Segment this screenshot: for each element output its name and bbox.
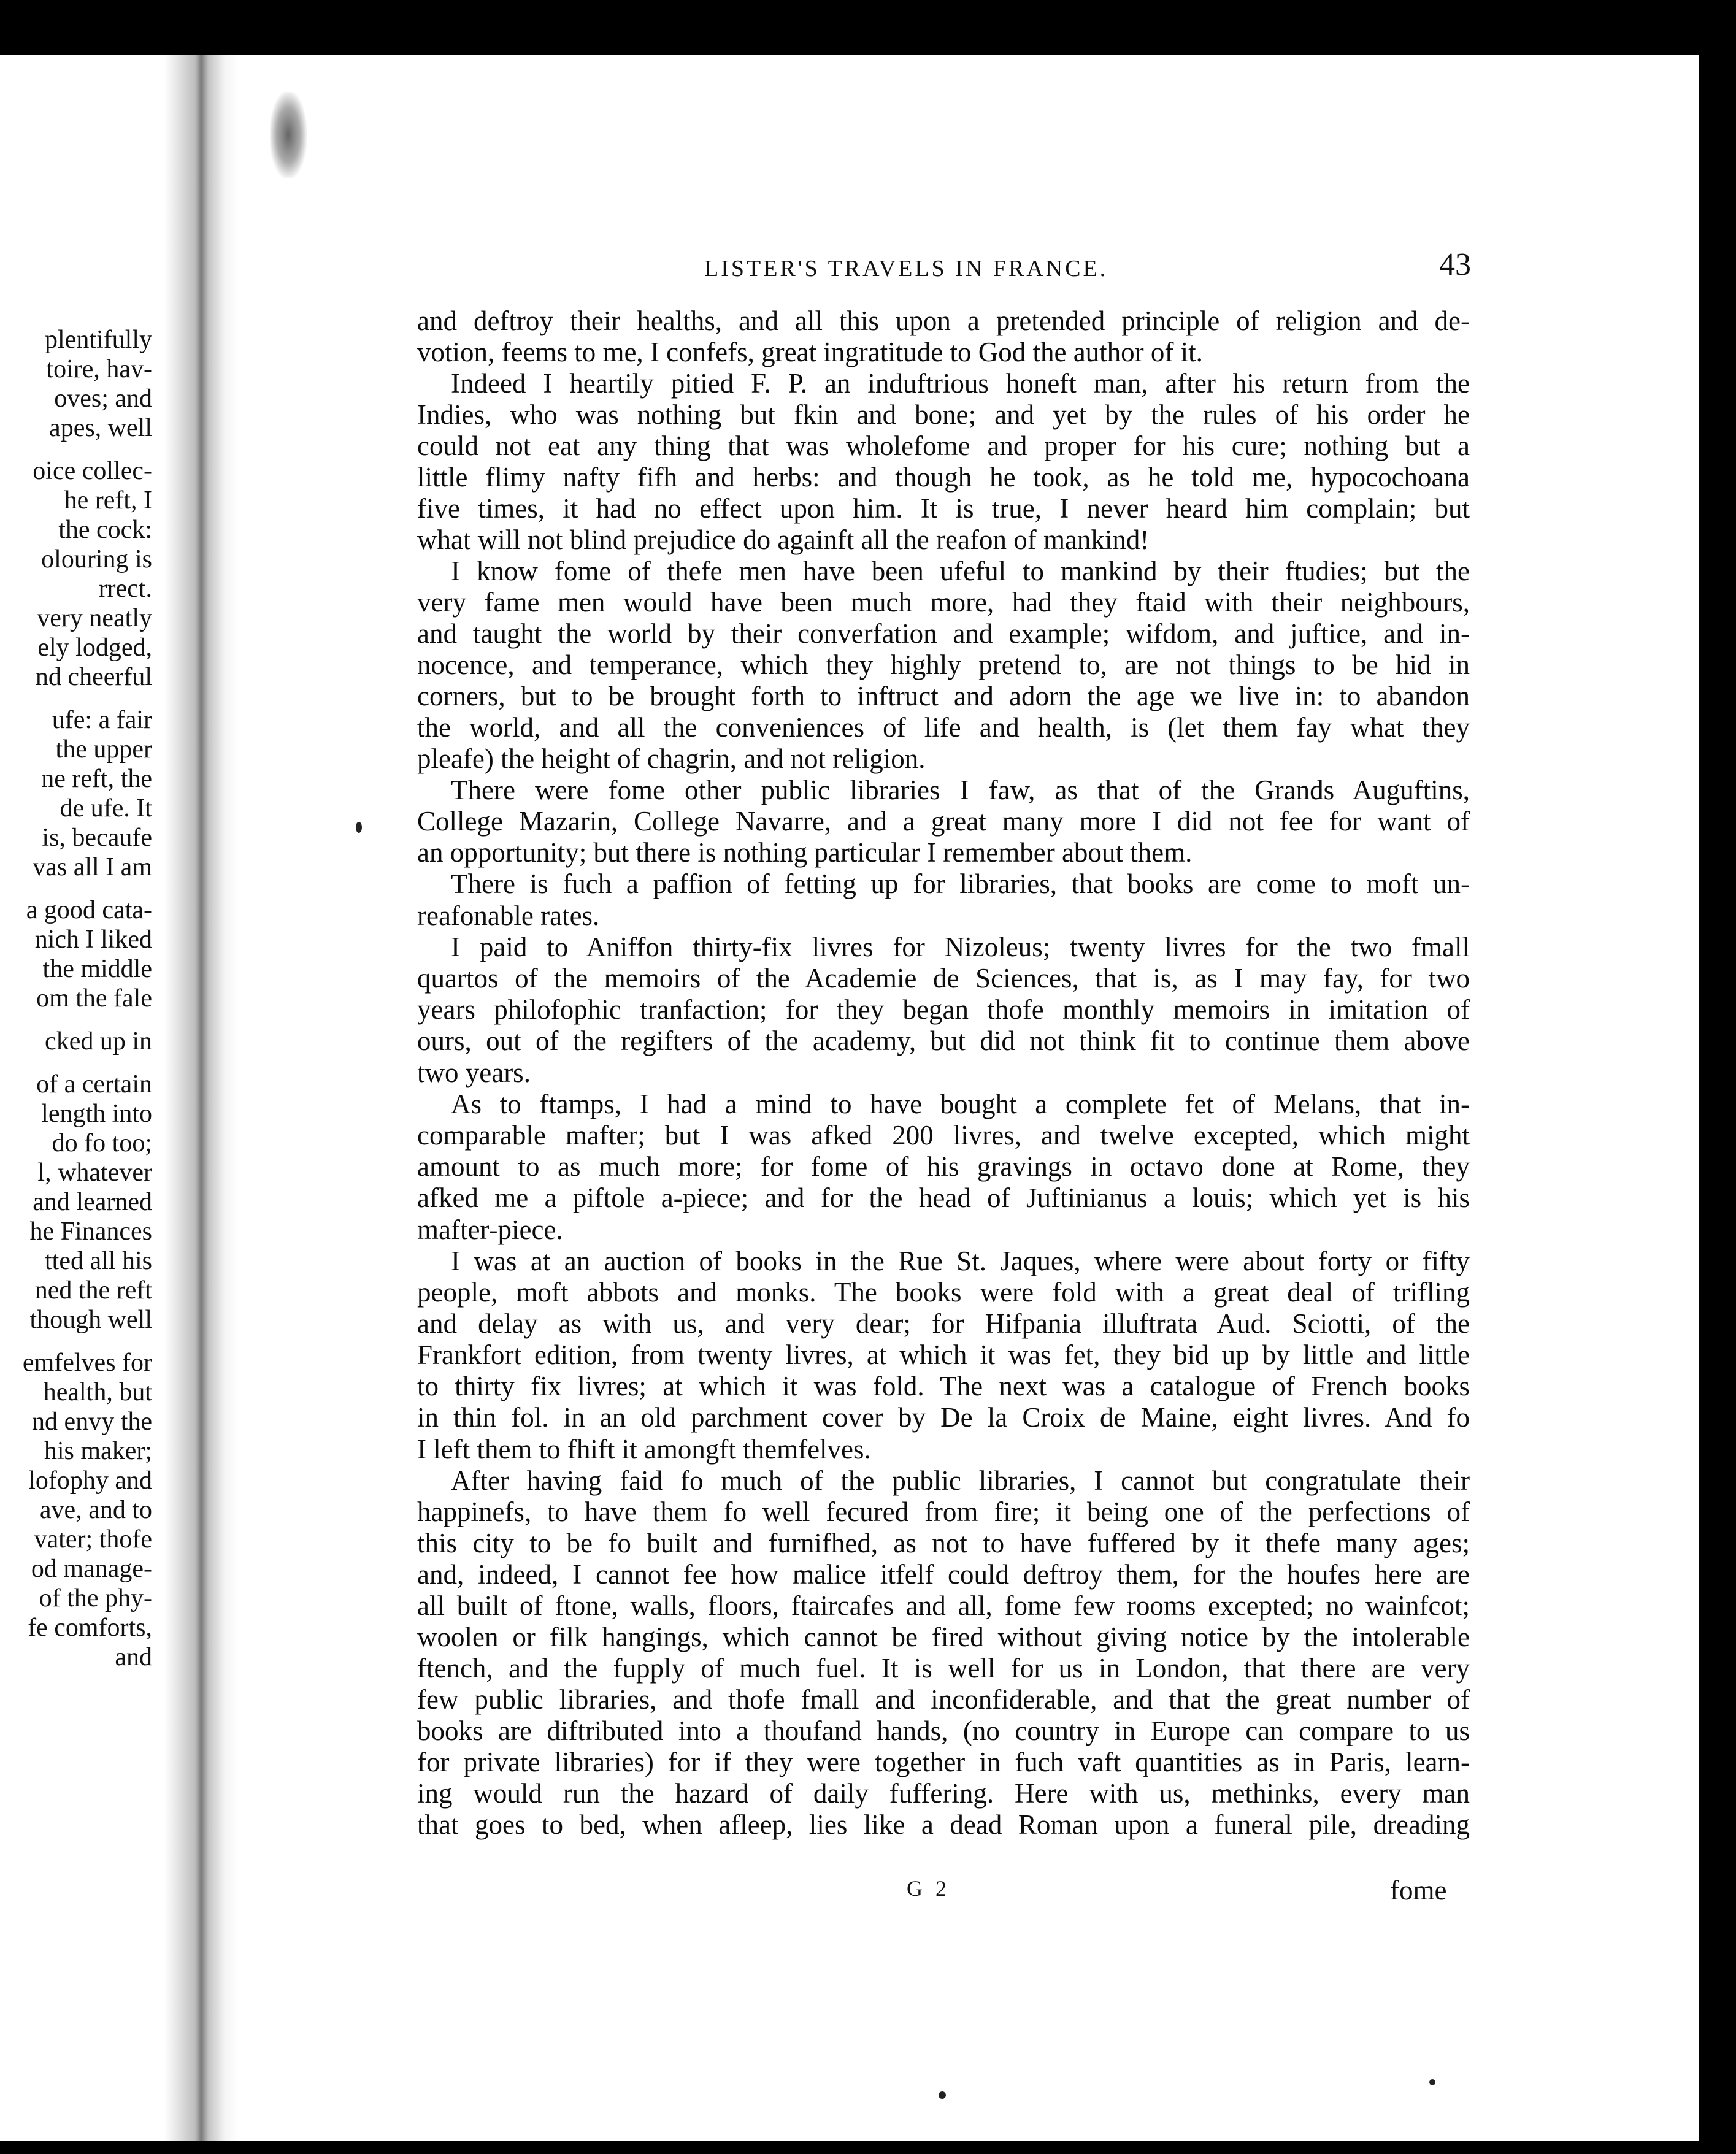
facing-page-line: olouring is	[41, 545, 152, 573]
facing-page-line: ave, and to	[39, 1496, 152, 1524]
ink-speck	[1429, 2079, 1435, 2085]
text-line: ing would run the hazard of daily fuffering. Here with us, methinks, every man	[417, 1778, 1470, 1809]
facing-page-line: ne reft, the	[41, 765, 152, 793]
facing-page-line: and	[115, 1643, 152, 1671]
facing-page-line: lofophy and	[28, 1466, 152, 1495]
text-line: very fame men would have been much more, had they ftaid with their neighbours,	[417, 587, 1470, 618]
facing-page-line: vater; thofe	[34, 1525, 152, 1554]
facing-page-line: though well	[29, 1306, 152, 1334]
text-line: As to ftamps, I had a mind to have bought a complete fet of Melans, that in-	[451, 1089, 1470, 1119]
facing-page-line: fe comforts,	[28, 1614, 152, 1642]
text-line: Indeed I heartily pitied F. P. an induftrious honeft man, after his return from the	[451, 368, 1470, 399]
text-line: in thin fol. in an old parchment cover by De la Croix de Maine, eight livres. And fo	[417, 1402, 1470, 1433]
facing-page-line: nd envy the	[32, 1408, 152, 1436]
ink-speck	[939, 2091, 946, 2099]
facing-page-line: od manage-	[31, 1555, 152, 1583]
text-line: woolen or filk hangings, which cannot be fired without giving notice by the intolerable	[417, 1622, 1470, 1652]
facing-page-line: the middle	[42, 955, 152, 983]
text-line: happinefs, to have them fo well fecured from fire; it being one of the perfections of	[417, 1497, 1470, 1527]
facing-page-line: he reft, I	[64, 486, 152, 515]
text-line: mafter-piece.	[417, 1214, 563, 1245]
text-line: votion, feems to me, I confefs, great ingratitude to God the author of it.	[417, 337, 1203, 367]
facing-page-line: oice collec-	[33, 457, 152, 485]
facing-page-line: de ufe. It	[60, 794, 152, 822]
text-line: ours, out of the regifters of the academy, but did not think fit to continue them above	[417, 1025, 1470, 1056]
text-line: amount to as much more; for fome of his gravings in octavo done at Rome, they	[417, 1151, 1470, 1182]
text-line: nocence, and temperance, which they highly pretend to, are not things to be hid in	[417, 650, 1470, 680]
facing-page-line: oves; and	[54, 385, 152, 413]
text-line: little flimy nafty fifh and herbs: and though he took, as he told me, hypocochoana	[417, 462, 1470, 493]
text-line: all built of ftone, walls, floors, ftaircafes and all, fome few rooms excepted; no wainfcot;	[417, 1590, 1470, 1621]
facing-page-line: l, whatever	[37, 1159, 152, 1187]
text-line: and deftroy their healths, and all this upon a pretended principle of religion and de-	[417, 305, 1470, 336]
text-line: I know fome of thefe men have been ufeful to mankind by their ftudies; but the	[451, 556, 1470, 586]
text-line: few public libraries, and thofe fmall and inconfiderable, and that the great number of	[417, 1684, 1470, 1715]
facing-page-line: the cock:	[58, 516, 152, 544]
facing-page-line: vas all I am	[33, 853, 152, 881]
text-line: the world, and all the conveniences of life and health, is (let them fay what they	[417, 712, 1470, 743]
text-line: quartos of the memoirs of the Academie de Sciences, that is, as I may fay, for two	[417, 963, 1470, 994]
catchword: fome	[1390, 1875, 1447, 1906]
facing-page-line: ned the reft	[34, 1276, 152, 1305]
text-line: people, moft abbots and monks. The books were fold with a great deal of trifling	[417, 1277, 1470, 1308]
facing-page-line: emfelves for	[22, 1349, 152, 1377]
text-line: I left them to fhift it amongft themfelves.	[417, 1434, 871, 1465]
facing-page-line: plentifully	[45, 326, 152, 354]
facing-page-line: is, becaufe	[42, 824, 152, 852]
text-line: books are diftributed into a thoufand hands, (no country in Europe can compare to us	[417, 1715, 1470, 1746]
facing-page-line: very neatly	[37, 604, 152, 632]
text-line: ftench, and the fupply of much fuel. It is well for us in London, that there are very	[417, 1653, 1470, 1684]
facing-page-line: tted all his	[45, 1247, 152, 1275]
facing-page-line: of a certain	[36, 1070, 152, 1098]
text-line: Frankfort edition, from twenty livres, at which it was fet, they bid up by little and little	[417, 1340, 1470, 1370]
text-line: I paid to Aniffon thirty-fix livres for Nizoleus; twenty livres for the two fmall	[451, 932, 1470, 962]
text-line: this city to be fo built and furnifhed, as not to have fuffered by it thefe many ages;	[417, 1528, 1470, 1558]
facing-page-line: and learned	[33, 1188, 152, 1216]
text-line: and taught the world by their converfation and example; wifdom, and juftice, and in-	[417, 618, 1470, 649]
facing-page-line: of the phy-	[39, 1584, 152, 1612]
signature-mark: G 2	[907, 1876, 950, 1901]
facing-page-line: he Finances	[29, 1217, 152, 1246]
text-line: what will not blind prejudice do againft all the reafon of mankind!	[417, 524, 1150, 555]
text-line: five times, it had no effect upon him. It is true, I never heard him complain; but	[417, 493, 1470, 524]
scanned-page	[0, 55, 1699, 2141]
text-line: could not eat any thing that was wholefome and proper for his cure; nothing but a	[417, 431, 1470, 461]
running-head: LISTER'S TRAVELS IN FRANCE.	[704, 256, 1108, 282]
facing-page-line: the upper	[55, 735, 152, 764]
text-line: an opportunity; but there is nothing particular I remember about them.	[417, 837, 1193, 868]
text-line: There is fuch a paffion of fetting up for libraries, that books are come to moft un-	[451, 868, 1470, 899]
text-line: reafonable rates.	[417, 900, 600, 931]
text-line: College Mazarin, College Navarre, and a great many more I did not fee for want of	[417, 806, 1470, 837]
facing-page-line: do fo too;	[52, 1129, 152, 1157]
facing-page-line: a good cata-	[26, 896, 152, 924]
facing-page-line: health, but	[43, 1378, 152, 1406]
text-line: years philofophic tranfaction; for they began thofe monthly memoirs in imitation of	[417, 994, 1470, 1025]
text-line: I was at an auction of books in the Rue St. Jaques, where were about forty or fifty	[451, 1246, 1470, 1276]
ink-speck	[356, 822, 362, 833]
text-line: afked me a piftole a-piece; and for the head of Juftinianus a louis; which yet is his	[417, 1182, 1470, 1213]
facing-page-line: ufe: a fair	[52, 706, 152, 734]
facing-page-line: toire, hav-	[46, 355, 152, 383]
text-line: comparable mafter; but I was afked 200 livres, and twelve excepted, which might	[417, 1120, 1470, 1151]
facing-page-line: length into	[41, 1100, 152, 1128]
facing-page-line: his maker;	[44, 1437, 152, 1465]
text-line: pleafe) the height of chagrin, and not religion.	[417, 743, 926, 774]
text-line: Indies, who was nothing but fkin and bone; and yet by the rules of his order he	[417, 399, 1470, 430]
body-text	[0, 55, 1699, 2141]
facing-page-line: cked up in	[45, 1027, 152, 1056]
facing-page-line: nd cheerful	[35, 663, 152, 691]
facing-page-line: om the fale	[36, 984, 152, 1013]
facing-page-line: apes, well	[49, 414, 152, 442]
facing-page-line: ely lodged,	[37, 634, 152, 662]
text-line: There were fome other public libraries I faw, as that of the Grands Auguftins,	[451, 775, 1470, 805]
facing-page-line: nich I liked	[34, 926, 152, 954]
text-line: to thirty fix livres; at which it was fold. The next was a catalogue of French books	[417, 1371, 1470, 1401]
text-line: and delay as with us, and very dear; for Hifpania illuftrata Aud. Sciotti, of the	[417, 1308, 1470, 1339]
text-line: After having faid fo much of the public libraries, I cannot but congratulate their	[451, 1465, 1470, 1496]
page-number: 43	[1439, 247, 1471, 282]
text-line: corners, but to be brought forth to inftruct and adorn the age we live in: to abandon	[417, 681, 1470, 711]
text-line: and, indeed, I cannot fee how malice itfelf could deftroy them, for the houfes here are	[417, 1559, 1470, 1590]
text-line: that goes to bed, when afleep, lies like a dead Roman upon a funeral pile, dreading	[417, 1809, 1470, 1840]
text-line: two years.	[417, 1057, 531, 1088]
facing-page-line: rrect.	[98, 575, 152, 603]
text-line: for private libraries) for if they were together in fuch vaft quantities as in Paris, learn-	[417, 1747, 1470, 1777]
